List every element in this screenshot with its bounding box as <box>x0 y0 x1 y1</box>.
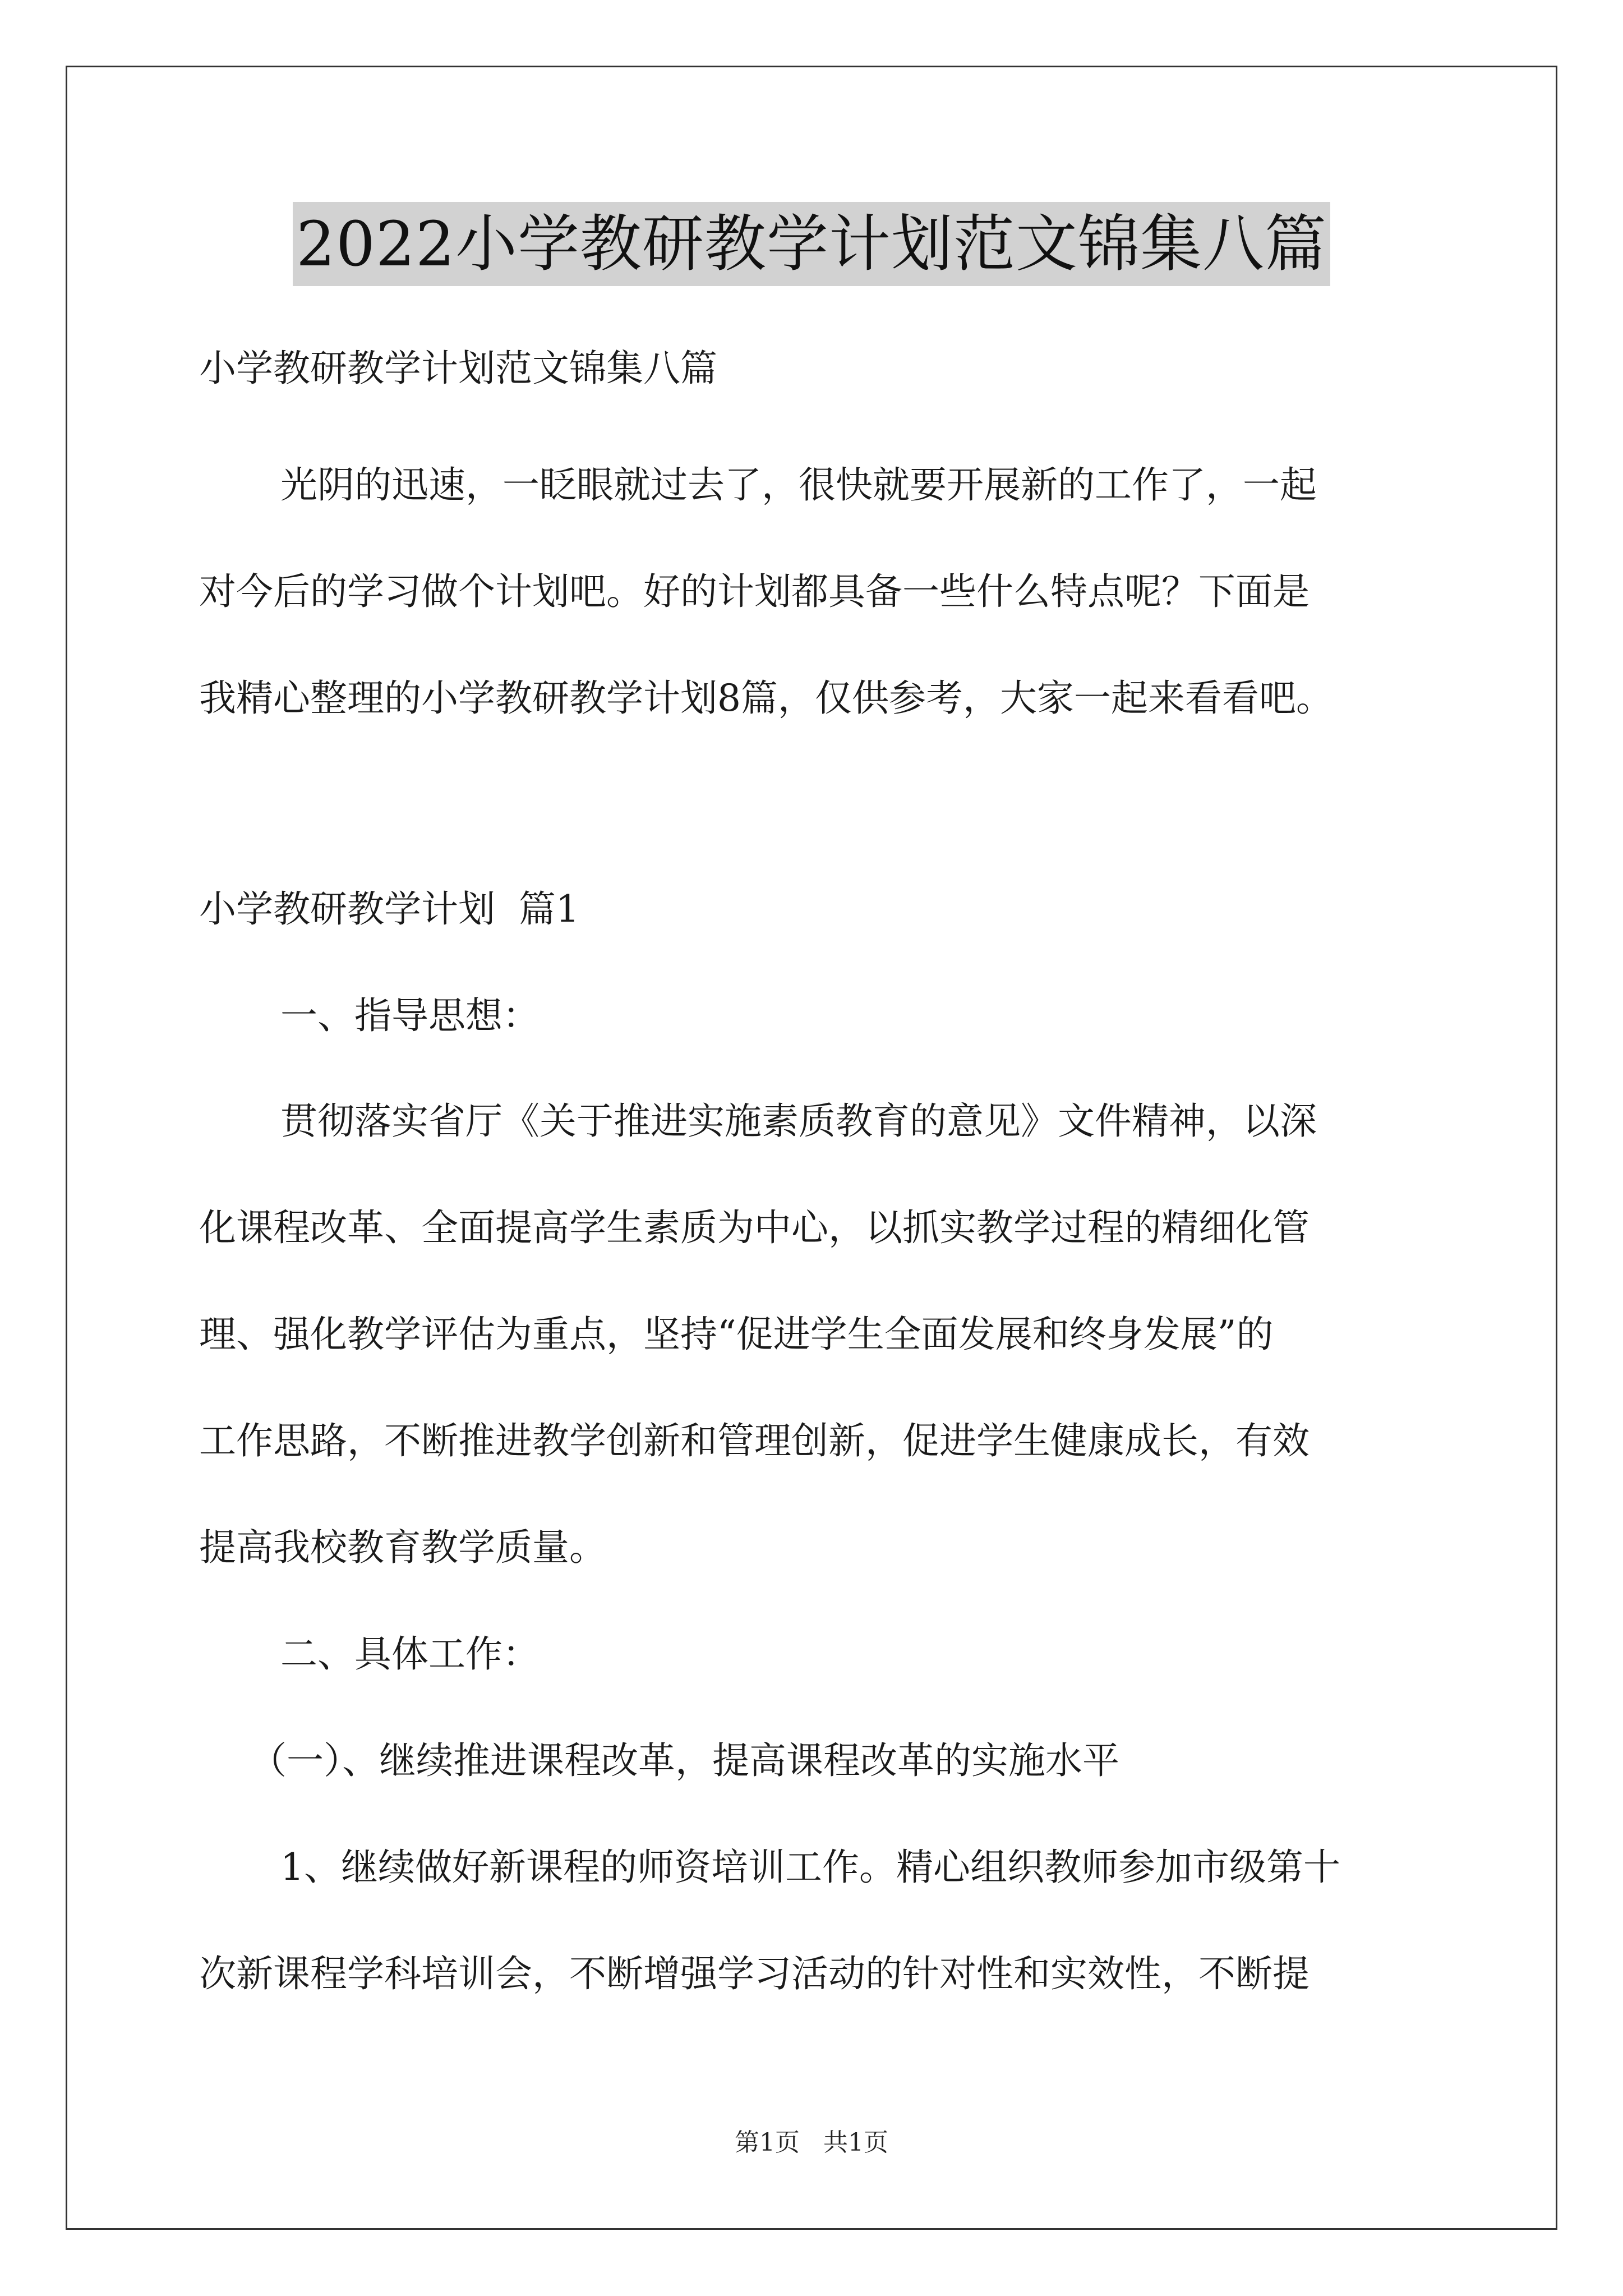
section-heading: 小学教研教学计划 篇1 <box>199 887 579 931</box>
heading-guiding-thought: 一、指导思想： <box>280 994 540 1037</box>
guiding-line-3: 理、强化教学评估为重点，坚持“促进学生全面发展和终身发展”的 <box>199 1313 1274 1356</box>
heading-specific-work: 二、具体工作： <box>280 1632 540 1676</box>
item-1-line-1: 1、继续做好新课程的师资培训工作。精心组织教师参加市级第十 <box>280 1846 1340 1889</box>
item-1-line-2: 次新课程学科培训会，不断增强学习活动的针对性和实效性，不断提 <box>199 1952 1310 1995</box>
subheading-curriculum-reform: （一）、继续推进课程改革，提高课程改革的实施水平 <box>250 1739 1119 1782</box>
guiding-line-4: 工作思路，不断推进教学创新和管理创新，促进学生健康成长，有效 <box>199 1419 1310 1462</box>
guiding-line-2: 化课程改革、全面提高学生素质为中心，以抓实教学过程的精细化管 <box>199 1206 1310 1249</box>
page-number-footer: 第1页 共1页 <box>735 2128 888 2157</box>
document-subtitle: 小学教研教学计划范文锦集八篇 <box>199 347 717 390</box>
intro-line-3: 我精心整理的小学教研教学计划8篇，仅供参考，大家一起来看看吧。 <box>199 677 1333 720</box>
document-title: 2022小学教研教学计划范文锦集八篇 <box>293 202 1330 286</box>
title-container <box>0 202 1623 286</box>
intro-line-1: 光阴的迅速，一眨眼就过去了，很快就要开展新的工作了，一起 <box>280 463 1317 507</box>
guiding-line-1: 贯彻落实省厅《关于推进实施素质教育的意见》文件精神，以深 <box>280 1099 1317 1143</box>
guiding-line-5: 提高我校教育教学质量。 <box>199 1526 606 1569</box>
intro-line-2: 对今后的学习做个计划吧。好的计划都具备一些什么特点呢？下面是 <box>199 570 1310 613</box>
